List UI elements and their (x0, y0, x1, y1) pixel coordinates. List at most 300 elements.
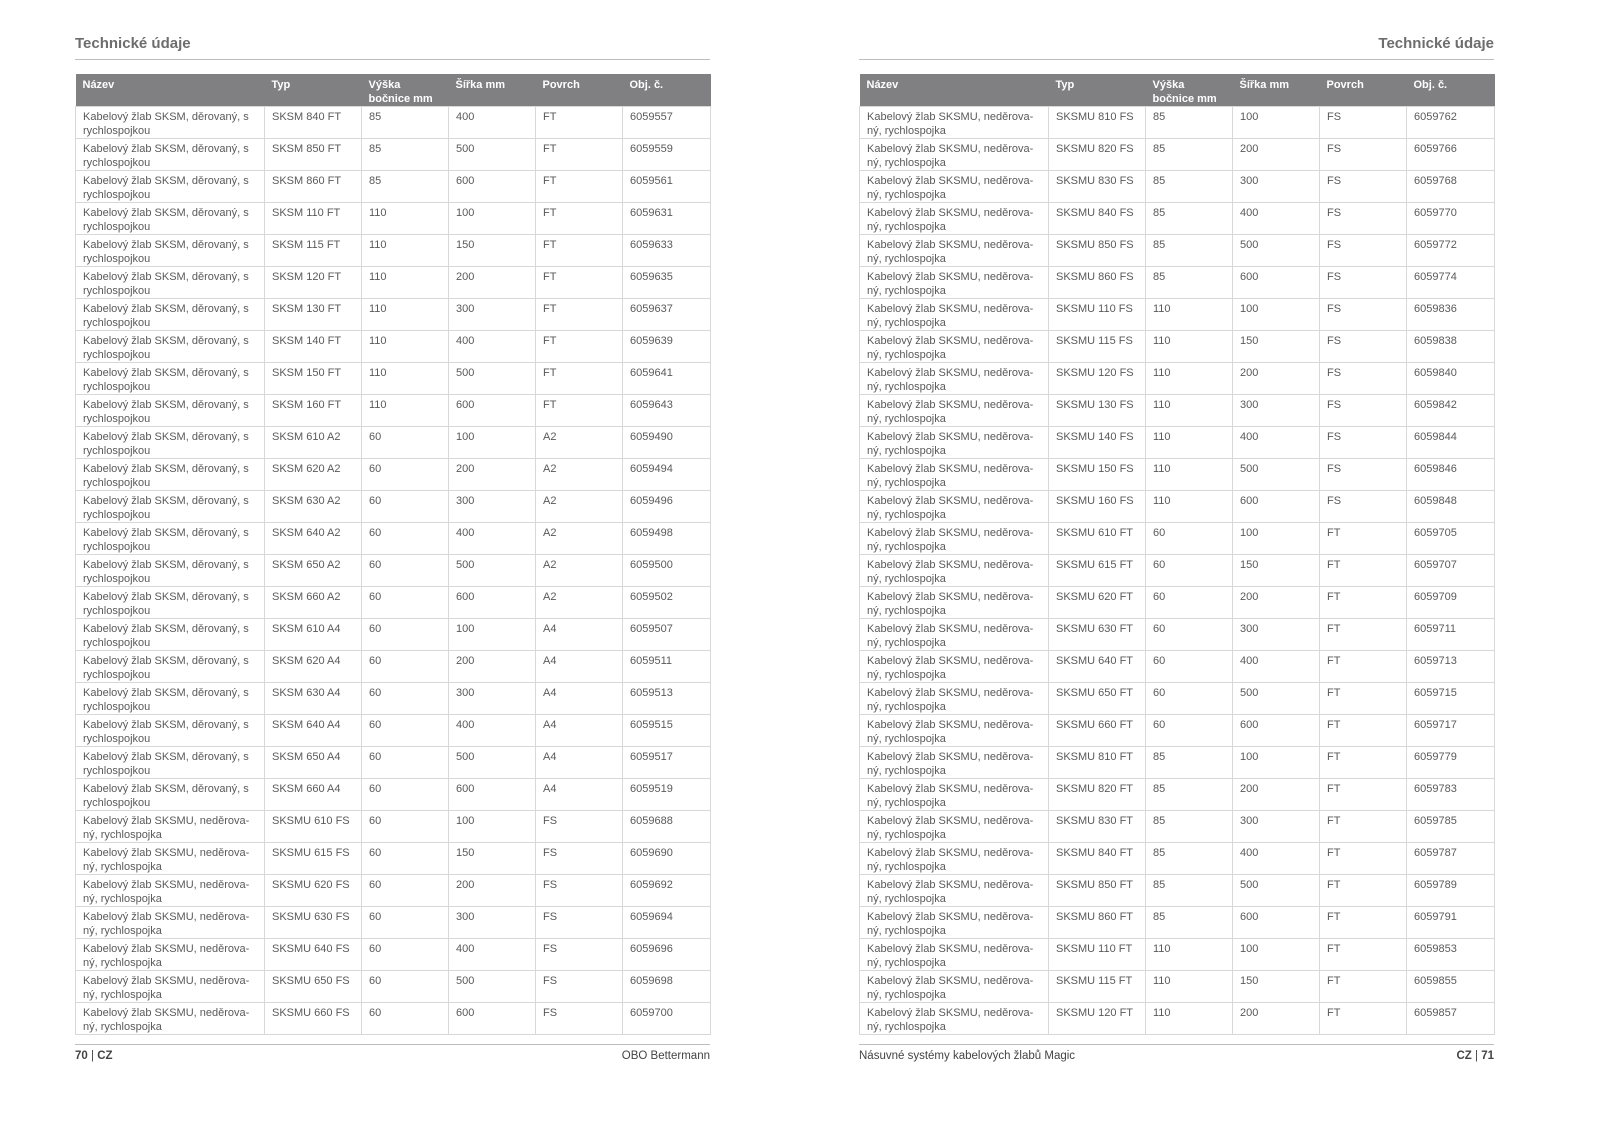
cell-order-number: 6059791 (1407, 907, 1495, 939)
table-row (76, 715, 711, 747)
cell-side-height: 60 (362, 939, 449, 971)
cell-name: Kabelový žlab SKSMU, neděrovaný, rychlospojka (860, 619, 1049, 651)
cell-side-height: 60 (1146, 619, 1233, 651)
cell-surface: FS (1320, 203, 1407, 235)
cell-type: SKSMU 130 FS (1049, 395, 1146, 427)
cell-type: SKSMU 110 FT (1049, 939, 1146, 971)
cell-name: Kabelový žlab SKSM, děrovaný, s rychlospojkou (76, 587, 265, 619)
cell-surface: A4 (536, 715, 623, 747)
cell-order-number: 6059762 (1407, 107, 1495, 139)
cell-side-height: 60 (1146, 715, 1233, 747)
table-row (76, 427, 711, 459)
table-row (76, 683, 711, 715)
cell-width: 150 (1233, 555, 1320, 587)
cell-order-number: 6059779 (1407, 747, 1495, 779)
table-row (76, 395, 711, 427)
table-row (860, 459, 1495, 491)
cell-type: SKSMU 120 FS (1049, 363, 1146, 395)
cell-name: Kabelový žlab SKSMU, neděrovaný, rychlospojka (860, 939, 1049, 971)
table-row (76, 299, 711, 331)
cell-surface: FT (1320, 651, 1407, 683)
cell-side-height: 110 (1146, 971, 1233, 1003)
cell-width: 400 (1233, 427, 1320, 459)
cell-order-number: 6059705 (1407, 523, 1495, 555)
cell-side-height: 60 (362, 619, 449, 651)
cell-surface: FT (1320, 555, 1407, 587)
cell-side-height: 110 (1146, 363, 1233, 395)
cell-type: SKSM 150 FT (265, 363, 362, 395)
cell-width: 300 (449, 683, 536, 715)
cell-order-number: 6059770 (1407, 203, 1495, 235)
cell-type: SKSMU 820 FT (1049, 779, 1146, 811)
cell-side-height: 60 (1146, 523, 1233, 555)
cell-width: 300 (1233, 171, 1320, 203)
spec-table (75, 74, 711, 1035)
cell-width: 100 (1233, 747, 1320, 779)
cell-type: SKSMU 620 FS (265, 875, 362, 907)
column-header-name: Název (860, 74, 1049, 107)
cell-name: Kabelový žlab SKSM, děrovaný, s rychlospojkou (76, 715, 265, 747)
cell-surface: FS (1320, 331, 1407, 363)
cell-type: SKSMU 615 FS (265, 843, 362, 875)
cell-order-number: 6059853 (1407, 939, 1495, 971)
cell-name: Kabelový žlab SKSMU, neděrovaný, rychlospojka (860, 139, 1049, 171)
cell-side-height: 60 (362, 1003, 449, 1035)
cell-width: 200 (449, 267, 536, 299)
cell-side-height: 110 (1146, 939, 1233, 971)
cell-side-height: 60 (1146, 587, 1233, 619)
cell-name: Kabelový žlab SKSMU, neděrovaný, rychlospojka (860, 331, 1049, 363)
cell-side-height: 60 (362, 555, 449, 587)
cell-type: SKSMU 860 FT (1049, 907, 1146, 939)
cell-name: Kabelový žlab SKSMU, neděrovaný, rychlospojka (860, 555, 1049, 587)
cell-width: 600 (1233, 491, 1320, 523)
cell-type: SKSMU 620 FT (1049, 587, 1146, 619)
cell-type: SKSMU 160 FS (1049, 491, 1146, 523)
cell-order-number: 6059692 (623, 875, 711, 907)
cell-type: SKSMU 660 FS (265, 1003, 362, 1035)
cell-surface: A4 (536, 619, 623, 651)
table-row (860, 971, 1495, 1003)
separator: | (1471, 1050, 1482, 1062)
cell-name: Kabelový žlab SKSM, děrovaný, s rychlospojkou (76, 267, 265, 299)
cell-order-number: 6059694 (623, 907, 711, 939)
cell-type: SKSMU 660 FT (1049, 715, 1146, 747)
column-header-order-number: Obj. č. (1407, 74, 1495, 107)
cell-width: 400 (449, 107, 536, 139)
table-row (860, 331, 1495, 363)
cell-name: Kabelový žlab SKSMU, neděrovaný, rychlospojka (860, 875, 1049, 907)
cell-surface: A2 (536, 555, 623, 587)
cell-order-number: 6059715 (1407, 683, 1495, 715)
cell-name: Kabelový žlab SKSMU, neděrovaný, rychlospojka (860, 491, 1049, 523)
cell-type: SKSM 610 A2 (265, 427, 362, 459)
cell-type: SKSMU 830 FT (1049, 811, 1146, 843)
cell-width: 500 (1233, 683, 1320, 715)
table-row (860, 683, 1495, 715)
cell-type: SKSMU 610 FT (1049, 523, 1146, 555)
cell-side-height: 85 (1146, 267, 1233, 299)
cell-width: 400 (449, 331, 536, 363)
cell-name: Kabelový žlab SKSMU, neděrovaný, rychlospojka (76, 875, 265, 907)
page-title: Technické údaje (75, 35, 191, 52)
cell-name: Kabelový žlab SKSMU, neděrovaný, rychlospojka (860, 523, 1049, 555)
table-row (76, 747, 711, 779)
cell-name: Kabelový žlab SKSMU, neděrovaný, rychlospojka (860, 171, 1049, 203)
cell-side-height: 85 (362, 139, 449, 171)
cell-surface: FT (536, 235, 623, 267)
table-row (860, 523, 1495, 555)
cell-type: SKSMU 850 FS (1049, 235, 1146, 267)
cell-surface: A2 (536, 459, 623, 491)
cell-side-height: 85 (1146, 811, 1233, 843)
cell-order-number: 6059490 (623, 427, 711, 459)
cell-surface: FS (1320, 427, 1407, 459)
cell-order-number: 6059842 (1407, 395, 1495, 427)
cell-side-height: 60 (362, 811, 449, 843)
table-row (76, 331, 711, 363)
cell-name: Kabelový žlab SKSM, děrovaný, s rychlospojkou (76, 331, 265, 363)
cell-order-number: 6059517 (623, 747, 711, 779)
cell-width: 100 (1233, 523, 1320, 555)
cell-surface: FS (1320, 459, 1407, 491)
cell-width: 400 (1233, 651, 1320, 683)
cell-surface: A2 (536, 427, 623, 459)
cell-width: 500 (449, 139, 536, 171)
cell-order-number: 6059787 (1407, 843, 1495, 875)
cell-width: 150 (1233, 331, 1320, 363)
cell-type: SKSMU 840 FS (1049, 203, 1146, 235)
cell-name: Kabelový žlab SKSMU, neděrovaný, rychlospojka (76, 939, 265, 971)
cell-surface: FS (536, 971, 623, 1003)
cell-side-height: 60 (362, 491, 449, 523)
cell-name: Kabelový žlab SKSM, děrovaný, s rychlospojkou (76, 299, 265, 331)
cell-width: 200 (1233, 779, 1320, 811)
table-row (76, 523, 711, 555)
cell-side-height: 60 (362, 907, 449, 939)
divider (859, 59, 1494, 60)
cell-name: Kabelový žlab SKSMU, neděrovaný, rychlospojka (860, 715, 1049, 747)
table-row (76, 907, 711, 939)
cell-width: 600 (449, 1003, 536, 1035)
cell-type: SKSMU 120 FT (1049, 1003, 1146, 1035)
divider (859, 1044, 1494, 1045)
cell-side-height: 110 (1146, 299, 1233, 331)
table-row (76, 971, 711, 1003)
cell-order-number: 6059717 (1407, 715, 1495, 747)
table-row (76, 811, 711, 843)
cell-surface: FT (1320, 939, 1407, 971)
cell-width: 500 (1233, 875, 1320, 907)
cell-type: SKSMU 820 FS (1049, 139, 1146, 171)
cell-type: SKSM 620 A4 (265, 651, 362, 683)
cell-width: 600 (449, 171, 536, 203)
cell-name: Kabelový žlab SKSMU, neděrovaný, rychlospojka (860, 747, 1049, 779)
cell-type: SKSM 860 FT (265, 171, 362, 203)
cell-surface: FT (1320, 875, 1407, 907)
cell-order-number: 6059561 (623, 171, 711, 203)
cell-name: Kabelový žlab SKSMU, neděrovaný, rychlospojka (860, 459, 1049, 491)
cell-order-number: 6059768 (1407, 171, 1495, 203)
cell-name: Kabelový žlab SKSMU, neděrovaný, rychlospojka (76, 907, 265, 939)
cell-width: 600 (449, 587, 536, 619)
cell-name: Kabelový žlab SKSMU, neděrovaný, rychlospojka (860, 235, 1049, 267)
cell-order-number: 6059519 (623, 779, 711, 811)
table-row (76, 1003, 711, 1035)
cell-surface: FS (536, 1003, 623, 1035)
cell-type: SKSMU 630 FT (1049, 619, 1146, 651)
table-row (76, 267, 711, 299)
cell-type: SKSM 115 FT (265, 235, 362, 267)
cell-side-height: 110 (362, 235, 449, 267)
cell-name: Kabelový žlab SKSM, děrovaný, s rychlospojkou (76, 683, 265, 715)
cell-width: 200 (449, 875, 536, 907)
cell-type: SKSMU 650 FS (265, 971, 362, 1003)
cell-name: Kabelový žlab SKSM, děrovaný, s rychlospojkou (76, 523, 265, 555)
table-row (76, 139, 711, 171)
cell-type: SKSM 840 FT (265, 107, 362, 139)
cell-width: 100 (449, 811, 536, 843)
cell-surface: FS (1320, 491, 1407, 523)
cell-name: Kabelový žlab SKSM, děrovaný, s rychlospojkou (76, 171, 265, 203)
cell-side-height: 85 (1146, 907, 1233, 939)
cell-side-height: 85 (1146, 875, 1233, 907)
table-row (860, 907, 1495, 939)
cell-side-height: 85 (1146, 171, 1233, 203)
cell-width: 300 (1233, 619, 1320, 651)
cell-width: 500 (449, 555, 536, 587)
cell-type: SKSMU 615 FT (1049, 555, 1146, 587)
table-row (860, 779, 1495, 811)
table-row (76, 939, 711, 971)
table-row (76, 555, 711, 587)
cell-name: Kabelový žlab SKSMU, neděrovaný, rychlospojka (860, 427, 1049, 459)
cell-type: SKSMU 140 FS (1049, 427, 1146, 459)
cell-surface: A4 (536, 683, 623, 715)
table-row (860, 715, 1495, 747)
cell-width: 400 (449, 715, 536, 747)
cell-name: Kabelový žlab SKSM, děrovaný, s rychlospojkou (76, 619, 265, 651)
cell-type: SKSM 620 A2 (265, 459, 362, 491)
column-header-side-height: Výška bočnice mm (1146, 74, 1233, 107)
cell-name: Kabelový žlab SKSM, děrovaný, s rychlospojkou (76, 491, 265, 523)
cell-surface: FS (1320, 139, 1407, 171)
cell-width: 400 (449, 523, 536, 555)
table-row (860, 203, 1495, 235)
table-row (860, 555, 1495, 587)
divider (75, 1044, 710, 1045)
cell-name: Kabelový žlab SKSM, děrovaný, s rychlospojkou (76, 203, 265, 235)
cell-surface: FS (1320, 267, 1407, 299)
cell-order-number: 6059515 (623, 715, 711, 747)
page-title: Technické údaje (1378, 35, 1494, 52)
cell-side-height: 60 (362, 683, 449, 715)
cell-surface: FS (536, 843, 623, 875)
cell-side-height: 110 (362, 267, 449, 299)
cell-order-number: 6059498 (623, 523, 711, 555)
cell-order-number: 6059836 (1407, 299, 1495, 331)
table-row (860, 235, 1495, 267)
cell-width: 500 (449, 747, 536, 779)
cell-type: SKSMU 650 FT (1049, 683, 1146, 715)
cell-width: 600 (1233, 267, 1320, 299)
table-row (76, 779, 711, 811)
cell-surface: FT (1320, 1003, 1407, 1035)
cell-order-number: 6059507 (623, 619, 711, 651)
table-row (860, 267, 1495, 299)
cell-surface: FS (1320, 395, 1407, 427)
cell-order-number: 6059511 (623, 651, 711, 683)
separator: | (87, 1050, 98, 1062)
cell-width: 100 (449, 427, 536, 459)
cell-order-number: 6059846 (1407, 459, 1495, 491)
cell-side-height: 85 (1146, 107, 1233, 139)
cell-surface: FT (536, 171, 623, 203)
cell-side-height: 110 (362, 363, 449, 395)
cell-side-height: 110 (362, 203, 449, 235)
cell-surface: A2 (536, 587, 623, 619)
page-number: 71 (1481, 1050, 1494, 1062)
cell-type: SKSMU 840 FT (1049, 843, 1146, 875)
cell-type: SKSM 660 A4 (265, 779, 362, 811)
cell-name: Kabelový žlab SKSM, děrovaný, s rychlospojkou (76, 235, 265, 267)
cell-surface: FS (1320, 235, 1407, 267)
cell-width: 100 (449, 619, 536, 651)
cell-surface: FT (1320, 779, 1407, 811)
cell-surface: FT (536, 203, 623, 235)
cell-surface: FT (1320, 715, 1407, 747)
cell-side-height: 60 (1146, 651, 1233, 683)
cell-type: SKSM 650 A4 (265, 747, 362, 779)
cell-name: Kabelový žlab SKSM, děrovaný, s rychlospojkou (76, 555, 265, 587)
table-row (860, 619, 1495, 651)
table-row (860, 875, 1495, 907)
cell-surface: FT (1320, 843, 1407, 875)
column-header-side-height: Výška bočnice mm (362, 74, 449, 107)
cell-width: 150 (449, 235, 536, 267)
cell-order-number: 6059631 (623, 203, 711, 235)
cell-side-height: 110 (362, 331, 449, 363)
cell-name: Kabelový žlab SKSMU, neděrovaný, rychlospojka (860, 395, 1049, 427)
cell-side-height: 85 (362, 107, 449, 139)
cell-order-number: 6059713 (1407, 651, 1495, 683)
cell-order-number: 6059766 (1407, 139, 1495, 171)
cell-name: Kabelový žlab SKSMU, neděrovaný, rychlospojka (860, 779, 1049, 811)
cell-width: 400 (449, 939, 536, 971)
table-row (76, 843, 711, 875)
cell-order-number: 6059643 (623, 395, 711, 427)
cell-width: 600 (449, 779, 536, 811)
cell-type: SKSM 110 FT (265, 203, 362, 235)
cell-surface: A2 (536, 491, 623, 523)
table-row (860, 139, 1495, 171)
cell-name: Kabelový žlab SKSMU, neděrovaný, rychlospojka (860, 363, 1049, 395)
cell-surface: FT (536, 267, 623, 299)
cell-width: 200 (1233, 587, 1320, 619)
cell-order-number: 6059690 (623, 843, 711, 875)
cell-width: 200 (449, 651, 536, 683)
cell-order-number: 6059772 (1407, 235, 1495, 267)
cell-type: SKSM 640 A4 (265, 715, 362, 747)
cell-order-number: 6059855 (1407, 971, 1495, 1003)
cell-type: SKSMU 810 FT (1049, 747, 1146, 779)
cell-side-height: 60 (1146, 683, 1233, 715)
language-code: CZ (1456, 1050, 1472, 1062)
cell-name: Kabelový žlab SKSM, děrovaný, s rychlospojkou (76, 459, 265, 491)
cell-width: 500 (1233, 459, 1320, 491)
cell-side-height: 60 (362, 875, 449, 907)
column-header-type: Typ (265, 74, 362, 107)
cell-side-height: 60 (362, 843, 449, 875)
table-row (860, 1003, 1495, 1035)
cell-name: Kabelový žlab SKSMU, neděrovaný, rychlospojka (860, 843, 1049, 875)
table-row (76, 491, 711, 523)
cell-surface: FT (1320, 907, 1407, 939)
cell-width: 500 (449, 363, 536, 395)
cell-type: SKSM 630 A2 (265, 491, 362, 523)
cell-side-height: 85 (1146, 747, 1233, 779)
cell-name: Kabelový žlab SKSMU, neděrovaný, rychlospojka (860, 267, 1049, 299)
cell-order-number: 6059783 (1407, 779, 1495, 811)
cell-name: Kabelový žlab SKSM, děrovaný, s rychlospojkou (76, 107, 265, 139)
cell-order-number: 6059707 (1407, 555, 1495, 587)
cell-name: Kabelový žlab SKSMU, neděrovaný, rychlospojka (76, 811, 265, 843)
cell-surface: FT (1320, 683, 1407, 715)
table-row (860, 843, 1495, 875)
cell-name: Kabelový žlab SKSM, děrovaný, s rychlospojkou (76, 747, 265, 779)
cell-side-height: 110 (1146, 491, 1233, 523)
table-row (860, 811, 1495, 843)
cell-width: 200 (1233, 139, 1320, 171)
cell-surface: FT (1320, 523, 1407, 555)
cell-side-height: 110 (1146, 427, 1233, 459)
cell-side-height: 85 (1146, 139, 1233, 171)
cell-type: SKSMU 150 FS (1049, 459, 1146, 491)
page-number: 70 (75, 1050, 88, 1062)
cell-name: Kabelový žlab SKSM, děrovaný, s rychlospojkou (76, 139, 265, 171)
cell-type: SKSM 640 A2 (265, 523, 362, 555)
cell-width: 500 (1233, 235, 1320, 267)
cell-type: SKSM 160 FT (265, 395, 362, 427)
cell-surface: FS (1320, 107, 1407, 139)
cell-surface: FT (1320, 747, 1407, 779)
cell-width: 300 (449, 491, 536, 523)
cell-order-number: 6059698 (623, 971, 711, 1003)
cell-name: Kabelový žlab SKSM, děrovaný, s rychlospojkou (76, 651, 265, 683)
cell-order-number: 6059700 (623, 1003, 711, 1035)
table-row (860, 747, 1495, 779)
cell-surface: A4 (536, 747, 623, 779)
cell-name: Kabelový žlab SKSMU, neděrovaný, rychlospojka (76, 971, 265, 1003)
cell-width: 300 (1233, 395, 1320, 427)
cell-side-height: 85 (1146, 203, 1233, 235)
footer-page-number (1456, 1050, 1494, 1062)
cell-order-number: 6059500 (623, 555, 711, 587)
cell-surface: FT (1320, 971, 1407, 1003)
cell-side-height: 60 (362, 779, 449, 811)
table-row (860, 939, 1495, 971)
cell-name: Kabelový žlab SKSMU, neděrovaný, rychlospojka (860, 587, 1049, 619)
cell-surface: FS (536, 939, 623, 971)
cell-width: 600 (449, 395, 536, 427)
cell-name: Kabelový žlab SKSM, děrovaný, s rychlospojkou (76, 779, 265, 811)
cell-side-height: 60 (362, 747, 449, 779)
cell-width: 100 (1233, 939, 1320, 971)
cell-order-number: 6059711 (1407, 619, 1495, 651)
cell-name: Kabelový žlab SKSMU, neděrovaný, rychlospojka (76, 1003, 265, 1035)
cell-order-number: 6059857 (1407, 1003, 1495, 1035)
table-row (76, 235, 711, 267)
